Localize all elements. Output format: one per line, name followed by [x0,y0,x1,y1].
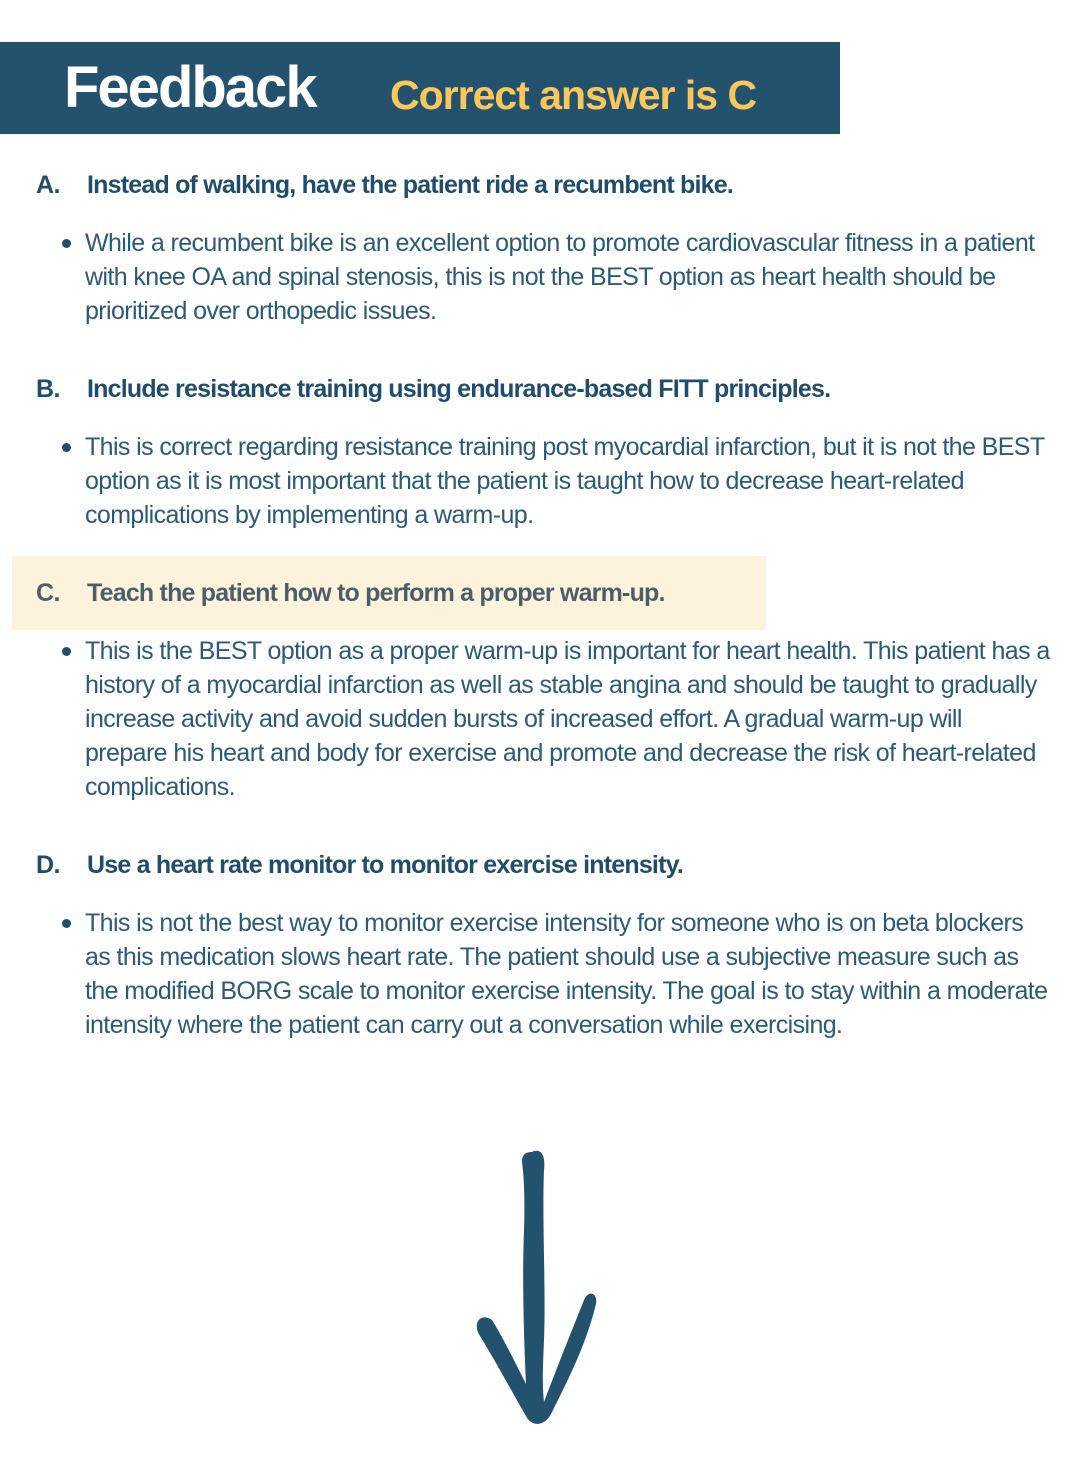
option-c-letter: C. [36,578,60,607]
option-d-explanation-text: This is not the best way to monitor exercise intensity for someone who is on beta blockers as this medication slows heart rate. The patient should use a subjective measure such as the modified BORG scale to monitor exercise intensity. The goal is to stay within a moderate intensity where the patient can carry out a conversation while exercising. [85,909,1048,1039]
bullet-dot-icon [62,919,71,928]
arrow-shape [477,1151,596,1424]
bullet-dot-icon [62,239,71,248]
bullet-dot-icon [62,647,71,656]
down-arrow-icon [460,1140,610,1430]
option-c-heading [12,556,766,630]
option-a-letter: A. [36,170,60,199]
correct-answer-label: Correct answer is C [390,72,757,118]
bullet-dot-icon [62,443,71,452]
option-c-text: Teach the patient how to perform a proper warm-up. [87,578,665,607]
option-a-explanation-text: While a recumbent bike is an excellent option to promote cardiovascular fitness in a patient with knee OA and spinal stenosis, this is not the BEST option as heart health should be prioritized over orthopedic issues. [85,229,1035,325]
option-b-text: Include resistance training using endurance-based FITT principles. [87,374,831,403]
option-d-letter: D. [36,850,60,879]
option-a-text: Instead of walking, have the patient ride a recumbent bike. [87,170,734,199]
option-b-explanation-text: This is correct regarding resistance training post myocardial infarction, but it is not the BEST option as it is most important that the patient is taught how to decrease heart-related complications by implementing a warm-up. [85,433,1045,529]
option-d-text: Use a heart rate monitor to monitor exercise intensity. [87,850,683,879]
option-b-letter: B. [36,374,60,403]
option-c-explanation-text: This is the BEST option as a proper warm-up is important for heart health. This patient has a history of a myocardial infarction as well as stable angina and should be taught to gradually increase activity and avoid sudden bursts of increased effort. A gradual warm-up will prepare his heart and body for exercise and promote and decrease the risk of heart-related complications. [85,637,1050,801]
page-title: Feedback [64,55,316,120]
